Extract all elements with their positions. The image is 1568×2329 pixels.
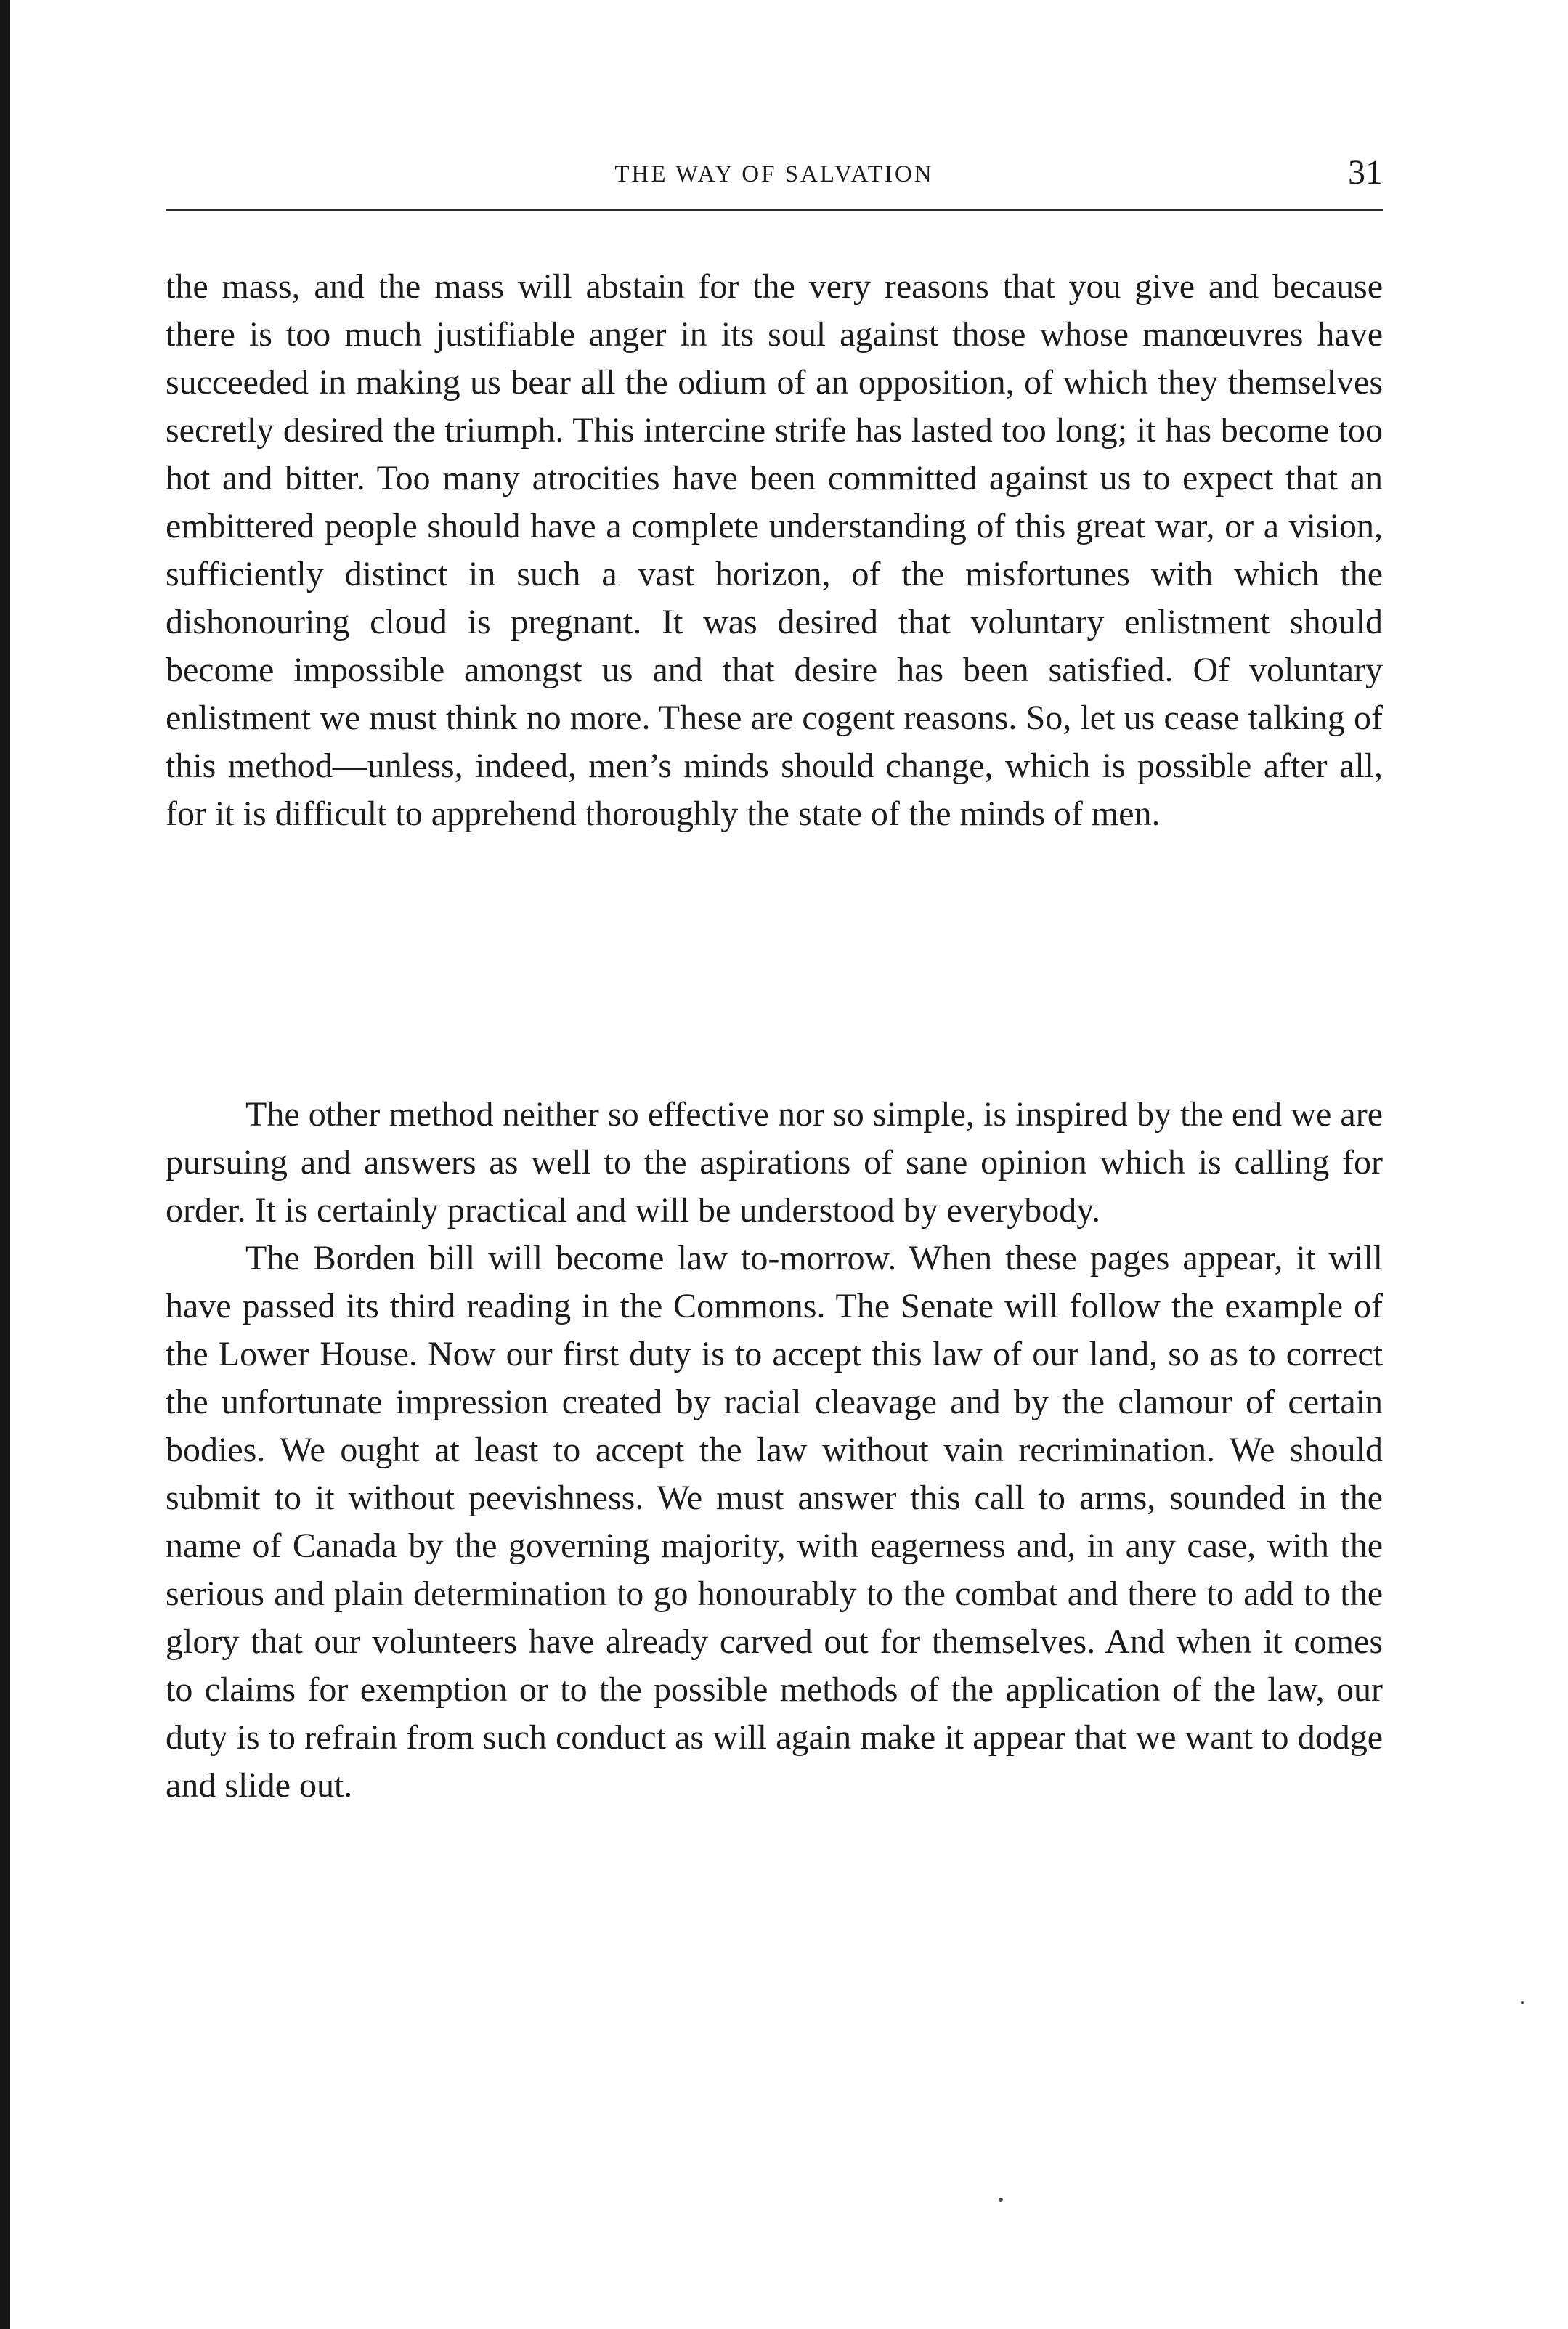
paragraph-borden-bill: The Borden bill will become law to-morrow. When these pages appear, it will have passed its third reading in the Commons. The Senate will follow the example of the Lower House. Now our first duty is to accept this law of our land, so as to correct the unfortunate impression created by racial cleavage and by the clamour of certain bodies. We ought at least to accept the law without vain recrimination. We should submit to it without peevishness. We must answer this call to arms, sounded in the name of Canada by the governing majority, with eagerness and, in any case, with the serious and plain determination to go honourably to the combat and there to add to the glory that our volunteers have already carved out for themselves. And when it comes to claims for exemption or to the possible methods of the application of the law, our duty is to refrain from such conduct as will again make it appear that we want to dodge and slide out. [166,1239,1383,1805]
page-header [166,151,1383,211]
print-speck [1521,2001,1524,2004]
print-speck [999,2198,1003,2202]
paragraph-continued: the mass, and the mass will abstain for the very reasons that you give and because there is too much justifiable anger in its soul against those whose manœuvres have succeeded in making us bear all the odium of an opposition, of which they themselves secretly desired the triumph. This intercine strife has lasted too long; it has become too hot and bitter. Too many atrocities have been committed against us to expect that an embittered people should have a complete understanding of this great war, or a vision, sufficiently distinct in such a vast horizon, of the misfortunes with which the dishonouring cloud is pregnant. It was desired that voluntary enlistment should become impossible amongst us and that desire has been satisfied. Of voluntary enlistment we must think no more. These are cogent reasons. So, let us cease talking of this method—unless, indeed, men’s minds should change, which is possible after all, for it is difficult to apprehend thoroughly the state of the minds of men. [166,267,1383,833]
page-binding-edge [0,0,10,2329]
running-title: THE WAY OF SALVATION [614,161,934,187]
page-number: 31 [1348,153,1383,192]
body-text-bottom [166,1091,1383,1810]
body-text-top [166,263,1383,838]
paragraph-other-method: The other method neither so effective nor so simple, is inspired by the end we are pursuing and answers as well to the aspirations of sane opinion which is calling for order. It is certainly practical and will be understood by everybody. [166,1095,1383,1229]
